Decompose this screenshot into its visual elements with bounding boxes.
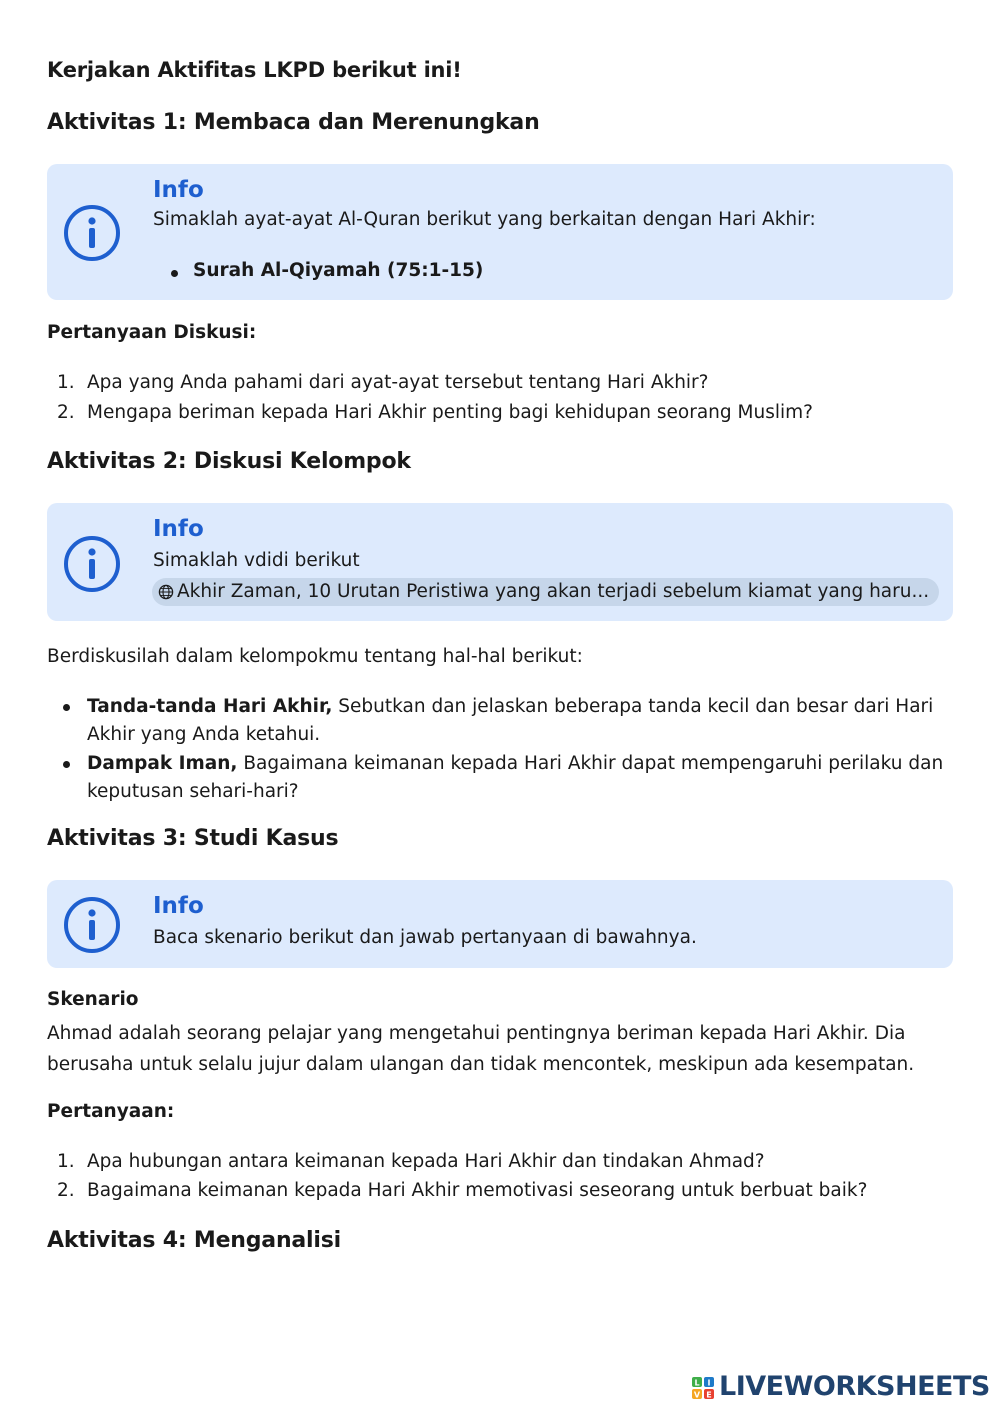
- scenario-label: Skenario: [47, 989, 139, 1010]
- activity-1-heading: Aktivitas 1: Membaca dan Merenungkan: [47, 110, 540, 135]
- list-item: 2. Mengapa beriman kepada Hari Akhir penting bagi kehidupan seorang Muslim?: [57, 402, 813, 423]
- info-box-activity-3: [47, 880, 953, 968]
- list-item: 1. Apa hubungan antara keimanan kepada Hari Akhir dan tindakan Ahmad?: [57, 1151, 765, 1172]
- scenario-text: Ahmad adalah seorang pelajar yang mengetahui pentingnya beriman kepada Hari Akhir. Dia berusaha untuk selalu jujur dalam ulangan dan tidak mencontek, meskipun ada kesempatan.: [47, 1023, 915, 1075]
- list-item: Dampak Iman, Bagaimana keimanan kepada Hari Akhir dapat mempengaruhi perilaku dan keputusan sehari-hari?: [87, 753, 944, 802]
- logo-text: LIVEWORKSHEETS: [719, 1371, 990, 1402]
- info-text: Simaklah vdidi berikut: [153, 550, 360, 571]
- info-icon: [63, 204, 121, 262]
- liveworksheets-logo: [691, 1373, 991, 1403]
- video-link[interactable]: [152, 578, 939, 606]
- list-item: 2. Bagaimana keimanan kepada Hari Akhir memotivasi seseorang untuk berbuat baik?: [57, 1180, 868, 1201]
- info-icon: [63, 896, 121, 954]
- activity-3-heading: Aktivitas 3: Studi Kasus: [47, 826, 339, 851]
- discussion-intro: Berdiskusilah dalam kelompokmu tentang hal-hal berikut:: [47, 646, 583, 667]
- info-text: Simaklah ayat-ayat Al-Quran berikut yang berkaitan dengan Hari Akhir:: [153, 209, 816, 230]
- info-box-activity-2: [47, 503, 953, 621]
- activity-2-heading: Aktivitas 2: Diskusi Kelompok: [47, 449, 411, 474]
- bullet-dot: [171, 270, 178, 277]
- info-text: Baca skenario berikut dan jawab pertanyaan di bawahnya.: [153, 927, 697, 948]
- info-title: Info: [153, 893, 204, 919]
- svg-text:L: L: [694, 1378, 700, 1388]
- logo-mark-icon: [691, 1376, 715, 1400]
- list-item: 1. Apa yang Anda pahami dari ayat-ayat tersebut tentang Hari Akhir?: [57, 372, 709, 393]
- info-title: Info: [153, 177, 204, 203]
- bullet-dot: [63, 704, 70, 711]
- list-item: Tanda-tanda Hari Akhir, Sebutkan dan jelaskan beberapa tanda kecil dan besar dari Hari Akhir yang Anda ketahui.: [87, 696, 934, 745]
- discussion-questions-label: Pertanyaan Diskusi:: [47, 322, 257, 343]
- info-box-activity-1: [47, 164, 953, 300]
- svg-text:V: V: [693, 1390, 701, 1400]
- info-title: Info: [153, 516, 204, 542]
- worksheet-title: Kerjakan Aktifitas LKPD berikut ini!: [47, 58, 462, 82]
- surah-reference: Surah Al-Qiyamah (75:1-15): [193, 260, 484, 281]
- svg-text:I: I: [707, 1378, 711, 1388]
- bullet-dot: [63, 761, 70, 768]
- activity-4-heading: Aktivitas 4: Menganalisi: [47, 1228, 341, 1253]
- video-link-title: Akhir Zaman, 10 Urutan Peristiwa yang akan terjadi sebelum kiamat yang haru...: [177, 581, 930, 602]
- globe-icon: [158, 584, 174, 600]
- questions-label: Pertanyaan:: [47, 1101, 175, 1122]
- info-icon: [63, 535, 121, 593]
- svg-text:E: E: [706, 1390, 712, 1400]
